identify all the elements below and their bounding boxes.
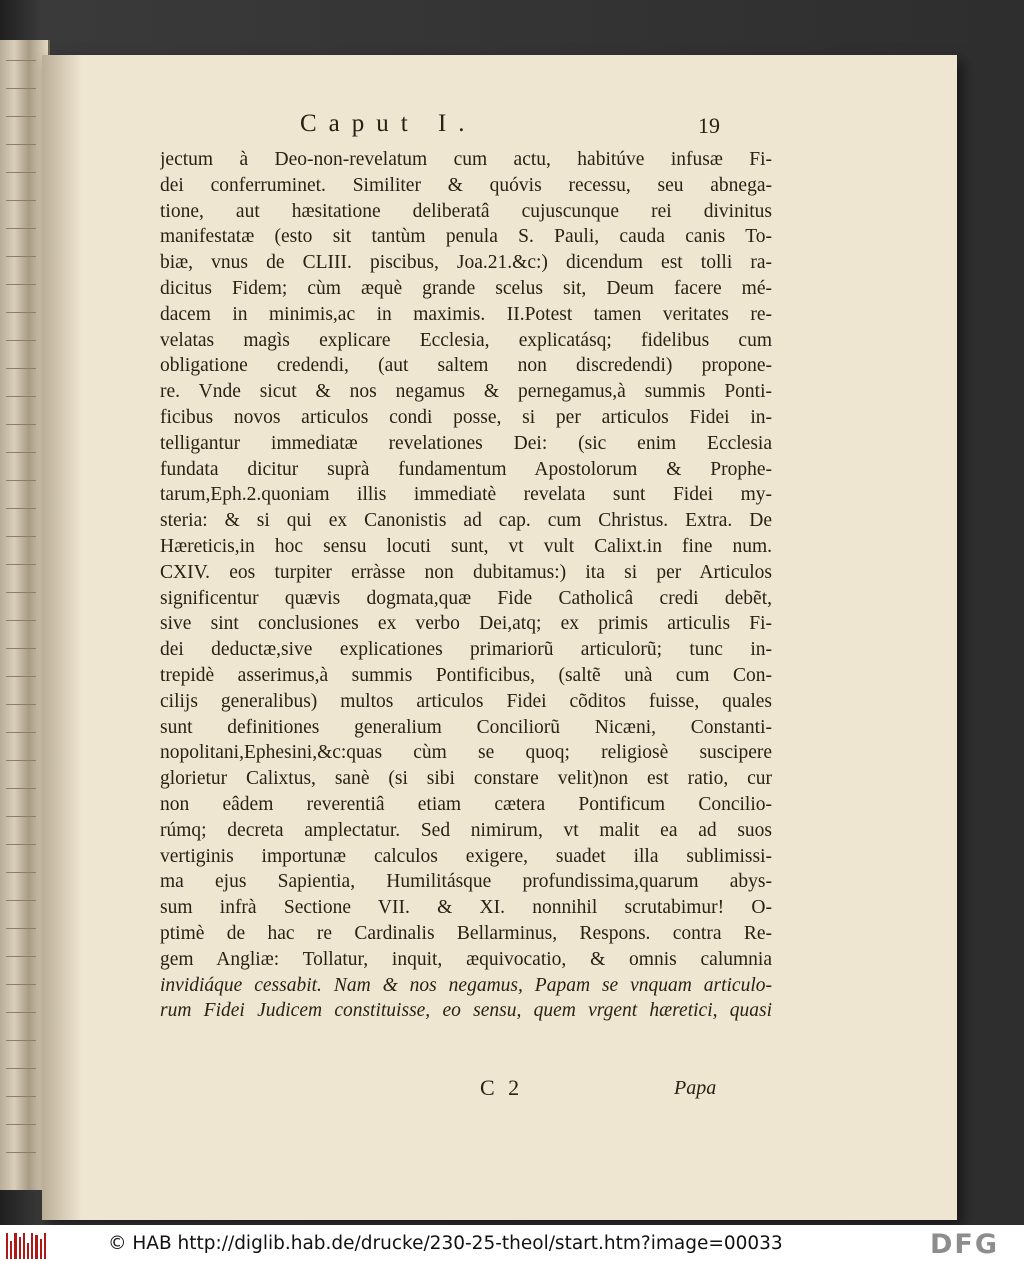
text-line: CXIV. eos turpiter erràsse non dubitamus:) ita si per Articulos	[160, 561, 772, 583]
text-line: obligatione credendi, (aut saltem non discredendi) propone-	[160, 355, 772, 377]
text-line: fundata dicitur suprà fundamentum Apostolorum & Prophe-	[160, 458, 772, 480]
text-line: ma ejus Sapientia, Humilitásque profundissima,quarum abys-	[160, 871, 772, 893]
text-line: significentur quævis dogmata,quæ Fide Catholicâ credi debẽt,	[160, 587, 772, 609]
page-edge-line	[6, 284, 36, 285]
page-number: 19	[698, 113, 720, 138]
page-edge-line	[6, 1012, 36, 1013]
page-edge-line	[6, 508, 36, 509]
page-edge-line	[6, 228, 36, 229]
barcode-bar	[44, 1233, 46, 1259]
text-line: re. Vnde sicut & nos negamus & pernegamus,à summis Ponti-	[160, 381, 772, 403]
text-line: steria: & si qui ex Canonistis ad cap. cum Christus. Extra. De	[160, 510, 772, 532]
text-line: glorietur Calixtus, sanè (si sibi constare velit)non est ratio, cur	[160, 768, 772, 790]
page-edge-line	[6, 480, 36, 481]
page-edge-line	[6, 956, 36, 957]
barcode-bar	[40, 1239, 42, 1259]
page-edge-line	[6, 844, 36, 845]
page-edge-line	[6, 592, 36, 593]
text-line: biæ, vnus de CLIII. piscibus, Joa.21.&c:) dicendum est tolli ra-	[160, 252, 772, 274]
page-edge-line	[6, 564, 36, 565]
text-line: dei conferruminet. Similiter & quóvis recessu, seu abnega-	[160, 174, 772, 196]
page-edge-line	[6, 452, 36, 453]
page-edge-line	[6, 60, 36, 61]
page-edge-line	[6, 928, 36, 929]
barcode-bar	[35, 1235, 37, 1259]
page-edge-line	[6, 88, 36, 89]
page-edge-line	[6, 1152, 36, 1153]
dfg-logo[interactable]: DFG	[930, 1229, 1000, 1260]
text-line: sunt definitiones generalium Conciliorũ Nicæni, Constanti-	[160, 716, 772, 738]
running-title: Caput I.	[300, 110, 477, 137]
citation-link[interactable]: © HAB http://diglib.hab.de/drucke/230-25-theol/start.htm?image=00033	[108, 1233, 783, 1254]
gutter-shadow	[42, 55, 82, 1220]
text-line: vertiginis importunæ calculos exigere, suadet illa sublimissi-	[160, 845, 772, 867]
page-edge-line	[6, 984, 36, 985]
page-edge-line	[6, 900, 36, 901]
page-edge-line	[6, 732, 36, 733]
barcode-bar	[10, 1241, 12, 1259]
text-line: velatas magìs explicare Ecclesia, explicatásq; fidelibus cum	[160, 329, 772, 351]
text-line: jectum à Deo-non-revelatum cum actu, habitúve infusæ Fi-	[160, 149, 772, 170]
barcode-bar	[6, 1233, 8, 1259]
text-line: tarum,Eph.2.quoniam illis immediatè revelata sunt Fidei my-	[160, 484, 772, 506]
text-line: nopolitani,Ephesini,&c:quas cùm se quoq; religiosè suscipere	[160, 742, 772, 764]
footer-bar	[0, 1225, 1024, 1265]
barcode-bar	[27, 1243, 29, 1259]
text-line: ficibus novos articulos condi posse, si per articulos Fidei in-	[160, 406, 772, 428]
text-line: manifestatæ (esto sit tantùm penula S. Pauli, cauda canis To-	[160, 226, 772, 248]
text-line: ptimè de hac re Cardinalis Bellarminus, Respons. contra Re-	[160, 922, 772, 944]
text-line: telligantur immediatæ revelationes Dei: (sic enim Ecclesia	[160, 432, 772, 454]
barcode-logo-icon[interactable]	[6, 1231, 46, 1259]
text-line: rúmq; decreta amplectatur. Sed nimirum, vt malit ea ad suos	[160, 819, 772, 841]
page-edge-line	[6, 1040, 36, 1041]
text-line: sum infrà Sectione VII. & XI. nonnihil scrutabimur! O-	[160, 897, 772, 919]
page-edge-line	[6, 424, 36, 425]
page-edge-line	[6, 648, 36, 649]
body-text	[160, 147, 772, 1024]
page-edge-line	[6, 704, 36, 705]
text-line: cilijs generalibus) multos articulos Fidei cõditos fuisse, quales	[160, 690, 772, 712]
page-edge-line	[6, 760, 36, 761]
text-line: dicitus Fidem; cùm æquè grande scelus sit, Deum facere mé-	[160, 277, 772, 299]
text-line: non eâdem reverentiâ etiam cætera Pontificum Concilio-	[160, 793, 772, 815]
page-edge-line	[6, 116, 36, 117]
barcode-bar	[23, 1233, 25, 1259]
page-edge-line	[6, 368, 36, 369]
text-line: Hæreticis,in hoc sensu locuti sunt, vt vult Calixt.in fine num.	[160, 535, 772, 557]
page-edge-line	[6, 144, 36, 145]
page-edge-line	[6, 788, 36, 789]
text-line: dacem in minimis,ac in maximis. II.Potest tamen veritates re-	[160, 303, 772, 325]
text-line: tione, aut hæsitatione deliberatâ cujuscunque rei divinitus	[160, 200, 772, 222]
text-line: invidiáque cessabit. Nam & nos negamus, Papam se vnquam articulo-	[160, 974, 772, 996]
page-edge-line	[6, 340, 36, 341]
barcode-bar	[31, 1233, 33, 1259]
page-edge-line	[6, 200, 36, 201]
barcode-bar	[14, 1233, 16, 1259]
page-edge-line	[6, 536, 36, 537]
text-line: rum Fidei Judicem constituisse, eo sensu, quem vrgent hæretici, quasi	[160, 1000, 772, 1022]
book-page	[42, 55, 957, 1220]
text-line: trepidè asserimus,à summis Pontificibus, (saltẽ unà cum Con-	[160, 664, 772, 686]
signature-mark: C 2	[480, 1075, 524, 1100]
text-line: sive sint conclusiones ex verbo Dei,atq; ex primis articulis Fi-	[160, 613, 772, 635]
page-edge-line	[6, 1068, 36, 1069]
catchword: Papa	[674, 1077, 717, 1099]
page-edge-line	[6, 396, 36, 397]
page-edge-line	[6, 676, 36, 677]
page-edge-line	[6, 620, 36, 621]
page-edge-line	[6, 172, 36, 173]
page-edge-line	[6, 816, 36, 817]
page-edge-line	[6, 1124, 36, 1125]
text-line: gem Angliæ: Tollatur, inquit, æquivocatio, & omnis calumnia	[160, 948, 772, 970]
text-line: dei deductæ,sive explicationes primariorũ articulorũ; tunc in-	[160, 639, 772, 661]
barcode-bar	[19, 1237, 21, 1259]
page-edge-line	[6, 312, 36, 313]
page-edge-line	[6, 256, 36, 257]
page-edge-line	[6, 872, 36, 873]
page-edge-line	[6, 1096, 36, 1097]
